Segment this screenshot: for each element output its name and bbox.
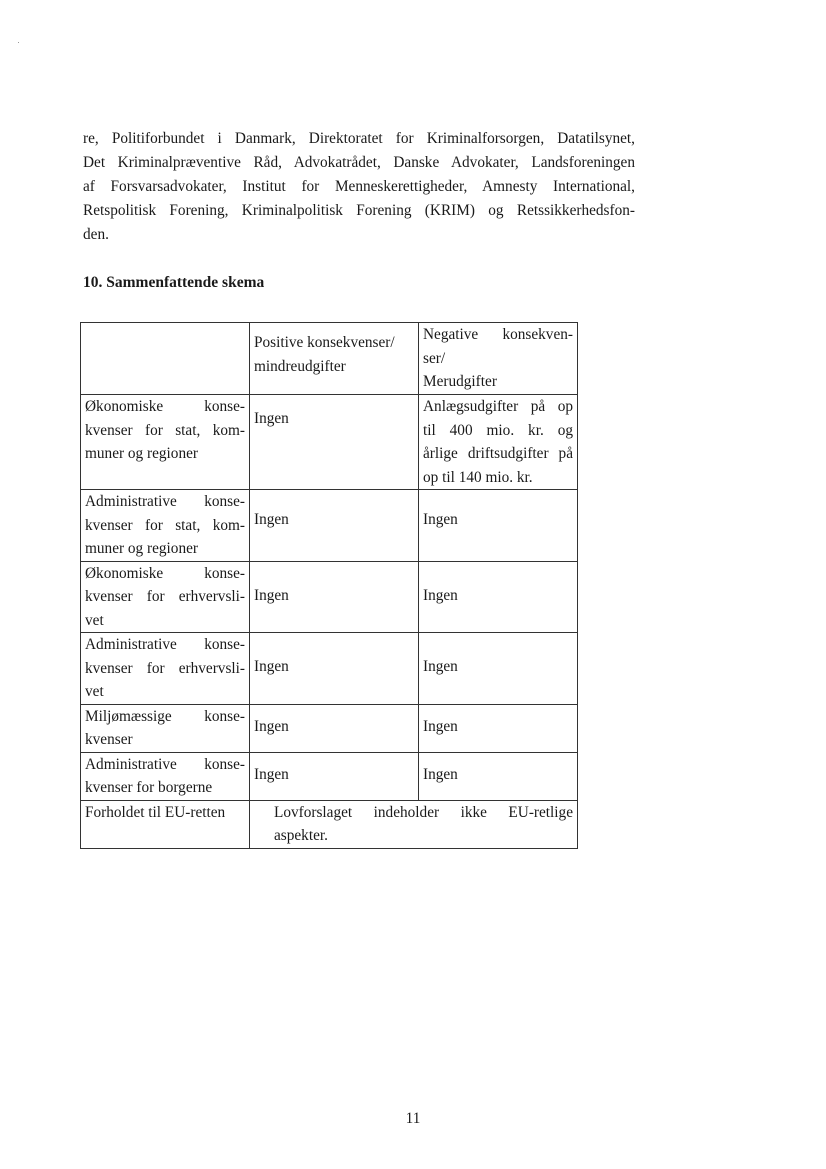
positive-value-cell: Ingen xyxy=(250,561,419,633)
table-row xyxy=(81,395,578,490)
positive-value-cell: Ingen xyxy=(250,395,419,490)
section-heading: 10. Sammenfattende skema xyxy=(83,274,265,291)
paragraph-line: Det Kriminalpræventive Råd, Advokatrådet, Danske Advokater, Landsforeningen xyxy=(83,154,635,171)
scan-speck xyxy=(18,42,19,43)
page-number: 11 xyxy=(405,1110,421,1127)
row-label-cell: Administrative konse- kvenser for stat, kom- muner og regioner xyxy=(81,490,250,562)
table-row xyxy=(81,633,578,705)
header-positive-cell: Positive konsekvenser/ mindreudgifter xyxy=(250,323,419,395)
row-label-cell: Administrative konse- kvenser for erhvervsli- vet xyxy=(81,633,250,705)
paragraph-line: den. xyxy=(83,226,109,243)
consultation-paragraph xyxy=(83,127,635,247)
negative-value-cell: Anlægsudgifter på op til 400 mio. kr. og årlige driftsudgifter på op til 140 mio. kr. xyxy=(419,395,578,490)
header-negative-cell: Negative konsekven- ser/ Merudgifter xyxy=(419,323,578,395)
paragraph-line: af Forsvarsadvokater, Institut for Menneskerettigheder, Amnesty International, xyxy=(83,178,635,195)
positive-value-cell: Ingen xyxy=(250,752,419,800)
positive-value-cell: Ingen xyxy=(250,490,419,562)
negative-value-cell: Ingen xyxy=(419,752,578,800)
row-label-cell: Miljømæssige konse- kvenser xyxy=(81,704,250,752)
eu-text-cell: Lovforslaget indeholder ikke EU-retlige aspekter. xyxy=(250,800,578,848)
header-empty-cell xyxy=(81,323,250,395)
positive-value-cell: Ingen xyxy=(250,704,419,752)
negative-value-cell: Ingen xyxy=(419,704,578,752)
table-row xyxy=(81,490,578,562)
eu-label-cell: Forholdet til EU-retten xyxy=(81,800,250,848)
table-header-row xyxy=(81,323,578,395)
negative-value-cell: Ingen xyxy=(419,490,578,562)
paragraph-line: re, Politiforbundet i Danmark, Direktoratet for Kriminalforsorgen, Datatilsynet, xyxy=(83,130,635,147)
table-row xyxy=(81,752,578,800)
negative-value-cell: Ingen xyxy=(419,561,578,633)
table-row xyxy=(81,561,578,633)
summary-table xyxy=(80,322,578,849)
negative-value-cell: Ingen xyxy=(419,633,578,705)
row-label-cell: Økonomiske konse- kvenser for erhvervsli- vet xyxy=(81,561,250,633)
positive-value-cell: Ingen xyxy=(250,633,419,705)
table-row-eu xyxy=(81,800,578,848)
table-row xyxy=(81,704,578,752)
paragraph-line: Retspolitisk Forening, Kriminalpolitisk Forening (KRIM) og Retssikkerhedsfon- xyxy=(83,202,635,219)
row-label-cell: Økonomiske konse- kvenser for stat, kom- muner og regioner xyxy=(81,395,250,490)
row-label-cell: Administrative konse- kvenser for borgerne xyxy=(81,752,250,800)
